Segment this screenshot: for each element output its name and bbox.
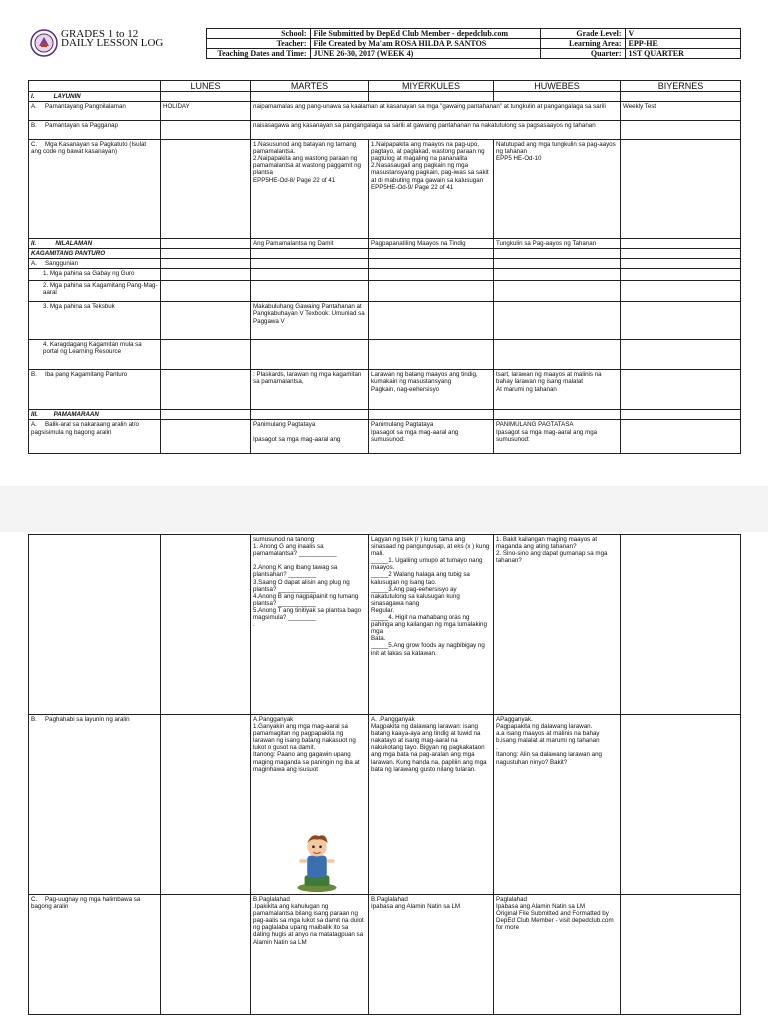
- kagamitan-miyerkules: Larawan ng batang maayos ang tindig, kumakain ng masustansyang Pagkain, nag-eehersisyo: [369, 370, 494, 410]
- nilalaman-miyerkules: Pagpapanatiling Maayos na Tindig: [369, 239, 494, 249]
- row-balik-aral-continued: [29, 535, 741, 715]
- day-header-row: [29, 81, 741, 92]
- area-label: Learning Area:: [540, 39, 625, 49]
- pag-uugnay-huwebes: Paglalahad Ipabasa ang Alamin Natin sa LM Original File Submitted and Formatted by DepEd Club Member - visit depedclub.com for more: [494, 895, 621, 1015]
- paghahabi-martes: A.Pangganyak 1.Ganyakin ang mga mag-aaral sa pamamagitan ng pagpapakita ng larawan ng isang batang nakasuot ng lukot o gusot na damit. Itanong: Paano ang gagawin upang maging maganda sa paningin ng iba at maginhawa ang isusuot: [253, 716, 360, 773]
- grade-value: V: [625, 29, 740, 39]
- day-martes: MARTES: [251, 81, 369, 92]
- row-nilalaman: II. NILALAMAN Ang Pamamalantsa ng Damit Pagpapanatiling Maayos na Tindig Tungkulin sa Pag-aayos ng Tahanan: [29, 239, 741, 249]
- row-pag-uugnay: C. Pag-uugnay ng mga halimbawa sa bagong aralin B.Paglalahad .Ipakikita ang kahulugan ng pamamalantsa bilang isang paraan ng pag-aalis sa mga lukot sa damit na dulot ng paglalaba upang maibalik ito sa dating hugis at anyo na matatagpuan sa Alamin Natin sa LM B.Paglalahad Ipabasa ang Alamin Natin sa LM Paglalahad Ipabasa ang Alamin Natin sa LM Original File Submitted and Formatted by DepEd Club Member - visit depedclub.com for more: [29, 895, 741, 1015]
- row-sanggunian: A. Sanggunian: [29, 259, 741, 269]
- nilalaman-martes: Ang Pamamalantsa ng Damit: [251, 239, 369, 249]
- dates-value: JUNE 26-30, 2017 (WEEK 4): [310, 49, 540, 59]
- day-miyerkules: MIYERKULES: [369, 81, 494, 92]
- biyernes-weekly-test: Weekly Test: [621, 102, 741, 121]
- boy-clipart-icon: [289, 829, 345, 893]
- row-balik-aral: A. Balik-aral sa nakaraang aralin at/o pagsisimula ng bagong aralin Panimulang Pagtataya Ipasagot sa mga mag-aaral ang Panimulang Pagtataya Ipasagot sa mga mag-aaral ang sumusunod: PANIMULANG PAGTATASA Ipasagot sa mga mag-aaral ang mga sumusunod:: [29, 420, 741, 454]
- row-kagamitang-panturo: KAGAMITANG PANTURO: [29, 249, 741, 259]
- kagamitan-huwebes: tsart, larawan ng maayos at malinis na bahay larawan ng isang malalat At marumi ng tahanan: [494, 370, 621, 410]
- page-one: [0, 0, 768, 486]
- row-learning-resource: 4. Karagdagang Kagamitan mula sa portal ng Learning Resource: [29, 340, 741, 370]
- school-value: File Submitted by DepEd Club Member - depedclub.com: [310, 29, 540, 39]
- title-line-2: DAILY LESSON LOG: [61, 36, 164, 49]
- kasanayan-huwebes: Natutupad ang mga tungkulin sa pag-aayos ng tahanan EPP5 HE-Od-10: [494, 140, 621, 239]
- kasanayan-miyerkules: 1.Naipapakita ang maayos na pag-upo, pagtayo, at paglakad, wastong paraan ng pagtulog at magaling na pananalita 2.Nasasaugali ang pagkain ng mga masustansyang pagkain, pag-iwas sa sakit at di mabuting mga gawain sa kalusugan EPP5HE-Od-9/ Page 22 of 41: [369, 140, 494, 239]
- page-gap: [0, 486, 768, 532]
- row-pamamaraan: III. PAMAMARAAN: [29, 410, 741, 420]
- balik-aral-huwebes: PANIMULANG PAGTATASA Ipasagot sa mga mag-aaral ang mga sumusunod:: [494, 420, 621, 454]
- cont-miyerkules: Lagyan ng tsek (/ ) kung tama ang sinasaad ng pangungusap, at eks (x ) kung mali. _____1. Ugaliing umupo at tumayo nang maayos. _____2 Walang halaga ang tubig sa kalusugan ng isang tao. _____3.Ang pag-eehersisyo ay nakatutulong sa kalusugan kung sinasagawa nang Regular. _____4. Higit na mahabang oras ng pahinga ang kailangan ng mga lumalaking mga Bata. _____5.Ang grow foods ay nagbibigay ng init at lakas sa katawan.: [369, 535, 494, 715]
- kagamitan-martes: : Plaskards, larawan ng mga kagamitan sa pamamalantsa,: [251, 370, 369, 410]
- cont-martes: sumusunod na tanong 1. Anong G ang inaalis sa pamamalantsa? ___________ 2.Anong K ang ibang tawag sa plantsahan? ________ 3.Saang O dapat alisin ang plug ng plantsa? ___________ 4.Anong B ang nagpapainit ng lumang plantsa? ___________ 5.Anong T ang tinitiyak sa plantsa bago magsimula? ________ .: [251, 535, 369, 715]
- pamantayang-text: naipamamalas ang pang-unawa sa kaalaman at kasanayan sa mga "gawaing pantahanan" at tungkulin at pangangalaga sa sarili: [251, 102, 621, 121]
- school-label: School:: [206, 29, 310, 39]
- paghahabi-miyerkules: A. .Pangganyak Magpakita ng dalawang larawan: isang batang kaaya-aya ang tindig at tuwid na nakatayo at isang mag-aaral na nakukotang tayo. Bigyan ng pagkakataon ang mga bata na pag-aralan ang mga larawan. Kung handa na, papiliin ang mga bata ng larawang gusto nilang tularan.: [369, 715, 494, 895]
- section-layunin-row: [29, 92, 741, 102]
- header-table: [28, 28, 741, 59]
- lesson-table-page1: [28, 80, 741, 454]
- page-two: [0, 532, 768, 1024]
- lesson-table-page2: [28, 534, 741, 1015]
- title-line-1: GRADES 1 to 12: [61, 28, 139, 40]
- quarter-value: 1ST QUARTER: [625, 49, 740, 59]
- pag-uugnay-martes: B.Paglalahad .Ipakikita ang kahulugan ng pamamalantsa bilang isang paraan ng pag-aalis sa mga lukot sa damit na dulot ng paglalaba upang maibalik ito sa dating hugis at anyo na matatagpuan sa Alamin Natin sa LM: [251, 895, 369, 1015]
- grade-label: Grade Level:: [540, 29, 625, 39]
- day-huwebes: HUWEBES: [494, 81, 621, 92]
- row-paghahabi: B. Paghahabi sa layunin ng aralin A.Pangganyak 1.Ganyakin ang mga mag-aaral sa pamamagitan ng pagpapakita ng larawan ng isang batang nakasuot ng lukot o gusot na damit. Itanong: Paano ang gagawin upang maging maganda sa paningin ng iba at maginhawa ang isusuot A. .Pangganyak Magpakita ng dalawang larawan: isang batang kaaya-aya ang tindig at tuwid na nakatayo at isang mag-aaral na nakukotang tayo. Bigyan ng pagkakataon ang mga bata na pag-aralan ang mga larawan. Kung handa na, papiliin ang mga bata ng larawang gusto nilang tularan. APagganyak. Pagpapakita ng dalawang larawan. a.a isang maayos at malinis na bahay b.isang malalat at marumi ng tahanan . Itanong: Alin sa dalawang larawan ang nagustuhan ninyo? Bakit?: [29, 715, 741, 895]
- row-teksbuk: 3. Mga pahina sa Teksbuk Makabuluhang Gawaing Pantahanan at Pangkabuhayan V Texbook: Umunlad sa Paggawa V: [29, 302, 741, 340]
- row-pamantayan-sa-pagganap: B. Pamantayan sa Pagganap naisasagawa ang kasanayan sa pangangalaga sa sarili at gawaing pantahanan na nakatutulong sa pagsasaayos ng tahanan: [29, 121, 741, 140]
- row-gabay-guro: 1. Mga pahina sa Gabay ng Guro: [29, 269, 741, 281]
- nilalaman-huwebes: Tungkulin sa Pag-aayos ng Tahanan: [494, 239, 621, 249]
- pag-uugnay-miyerkules: B.Paglalahad Ipabasa ang Alamin Natin sa LM: [369, 895, 494, 1015]
- quarter-label: Quarter:: [540, 49, 625, 59]
- row-iba-pang-kagamitan: B. Iba pang Kagamitang Panturo : Plaskards, larawan ng mga kagamitan sa pamamalantsa, Larawan ng batang maayos ang tindig, kumakain ng masustansyang Pagkain, nag-eehersisyo tsart, larawan ng maayos at malinis na bahay larawan ng isang malalat At marumi ng tahanan: [29, 370, 741, 410]
- pagganap-text: naisasagawa ang kasanayan sa pangangalaga sa sarili at gawaing pantahanan na nakatutulong sa pagsasaayos ng tahanan: [251, 121, 621, 140]
- header-logo-cell: [28, 29, 206, 59]
- teacher-value: File Created by Ma'am ROSA HILDA P. SANTOS: [310, 39, 540, 49]
- row-kagamitang-mag-aaral: 2. Mga pahina sa Kagamitang Pang-Mag-aaral: [29, 281, 741, 302]
- day-biyernes: BIYERNES: [621, 81, 741, 92]
- row-pamantayang-pangnilalaman: A. Pamantayang Pangnilalaman HOLIDAY naipamamalas ang pang-unawa sa kaalaman at kasanayan sa mga "gawaing pantahanan" at tungkulin at pangangalaga sa sarili Weekly Test: [29, 102, 741, 121]
- balik-aral-miyerkules: Panimulang Pagtataya Ipasagot sa mga mag-aaral ang sumusunod:: [369, 420, 494, 454]
- kasanayan-martes: 1.Nasusunod ang batayan ng tamang pamamalantsa. 2.Naipapakita ang wastong paraan ng pamamalantsa at wastong paggamit ng plantsa EPP5HE-Od-8/ Page 22 of 41: [251, 140, 369, 239]
- corner-cell: [29, 81, 161, 92]
- cont-huwebes: 1. Bakit kailangan maging maayos at maganda ang ating tahanan? 2. Sino-sino ang dapat gumanap sa mga tahanan?: [494, 535, 621, 715]
- dates-label: Teaching Dates and Time:: [206, 49, 310, 59]
- deped-seal-icon: [30, 29, 58, 57]
- teacher-label: Teacher:: [206, 39, 310, 49]
- section-layunin: I. LAYUNIN: [29, 92, 161, 102]
- day-lunes: LUNES: [161, 81, 251, 92]
- balik-aral-martes: Panimulang Pagtataya Ipasagot sa mga mag-aaral ang: [251, 420, 369, 454]
- area-value: EPP-HE: [625, 39, 740, 49]
- paghahabi-huwebes: APagganyak. Pagpapakita ng dalawang larawan. a.a isang maayos at malinis na bahay b.isang malalat at marumi ng tahanan . Itanong: Alin sa dalawang larawan ang nagustuhan ninyo? Bakit?: [494, 715, 621, 895]
- row-kasanayan: C. Mga Kasanayan sa Pagkatuto (Isulat ang code ng bawat kasanayan) 1.Nasusunod ang batayan ng tamang pamamalantsa. 2.Naipapakita ang wastong paraan ng pamamalantsa at wastong paggamit ng plantsa EPP5HE-Od-8/ Page 22 of 41 1.Naipapakita ang maayos na pag-upo, pagtayo, at paglakad, wastong paraan ng pagtulog at magaling na pananalita 2.Nasasaugali ang pagkain ng mga masustansyang pagkain, pag-iwas sa sakit at di mabuting mga gawain sa kalusugan EPP5HE-Od-9/ Page 22 of 41 Natutupad ang mga tungkulin sa pag-aayos ng tahanan EPP5 HE-Od-10: [29, 140, 741, 239]
- lunes-holiday: HOLIDAY: [161, 102, 251, 121]
- teksbuk-martes: Makabuluhang Gawaing Pantahanan at Pangkabuhayan V Texbook: Umunlad sa Paggawa V: [251, 302, 369, 340]
